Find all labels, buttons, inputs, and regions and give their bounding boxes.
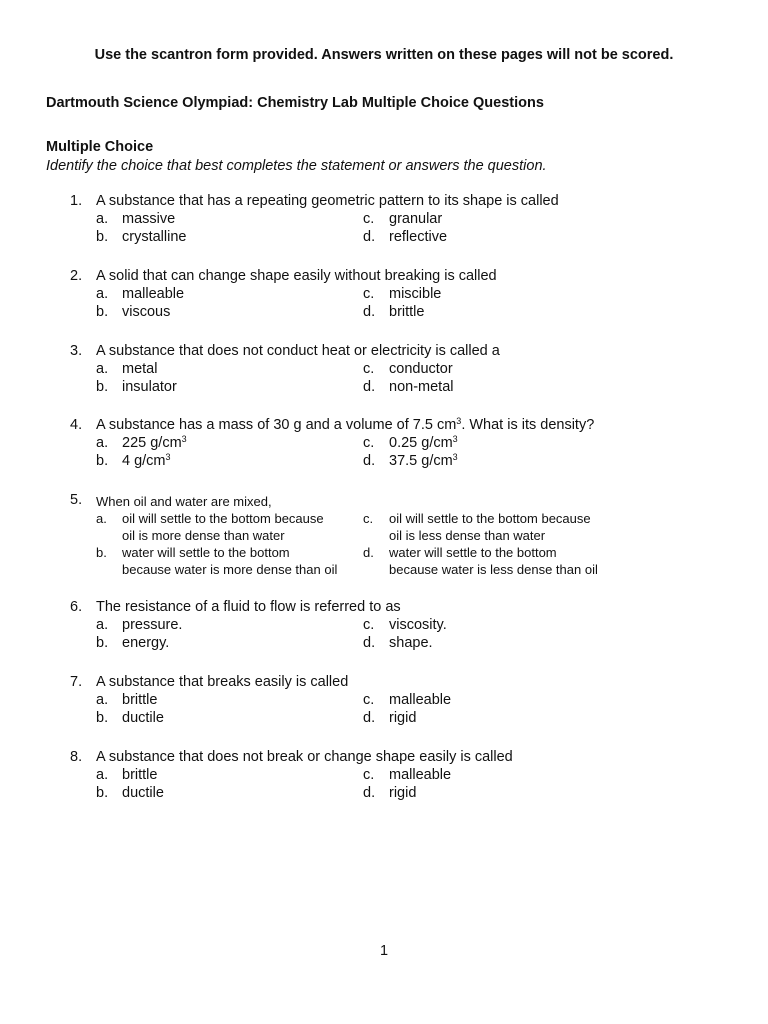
choice-text [122,544,337,578]
choice-letter: a. [96,511,107,526]
choice-text: granular [389,211,443,227]
choice-text: brittle [389,304,425,320]
choice-letter: d. [363,635,376,651]
choice-letter: d. [363,453,376,469]
choice-letter: b. [96,635,109,651]
choice-value: 225 g/cm [122,435,182,451]
choice-letter: c. [363,435,375,451]
choice-text [389,452,458,470]
choice-letter: b. [96,304,109,320]
choice-letter: a. [96,286,109,302]
question-text: A substance that does not break or change shape easily is called [96,749,513,765]
question-number: 1. [70,193,83,209]
choice-letter: b. [96,785,109,801]
choice-letter: c. [363,511,374,526]
choice-letter: b. [96,229,109,245]
section-instructions: Identify the choice that best completes the statement or answers the question. [46,158,547,174]
choice-value: 4 g/cm [122,453,166,469]
choice-letter: d. [363,710,376,726]
superscript: 3 [452,452,458,462]
question-text: A solid that can change shape easily without breaking is called [96,268,497,284]
question-text: A substance that has a repeating geometric pattern to its shape is called [96,193,559,209]
choice-text: malleable [122,286,185,302]
choice-text [389,510,591,544]
choice-line-2: because water is more dense than oil [122,562,338,577]
page-number: 1 [379,943,389,959]
choice-line-1: water will settle to the bottom [389,545,557,560]
choice-letter: b. [96,710,109,726]
choice-letter: a. [96,692,109,708]
choice-letter: c. [363,692,375,708]
choice-letter: c. [363,361,375,377]
choice-text: conductor [389,361,453,377]
superscript: 3 [456,416,462,426]
choice-text: energy. [122,635,170,651]
choice-letter: d. [363,229,376,245]
question-text: A substance that breaks easily is called [96,674,349,690]
question-text: The resistance of a fluid to flow is referred to as [96,599,401,615]
choice-text: reflective [389,229,448,245]
question-number: 4. [70,417,83,433]
choice-letter: a. [96,361,109,377]
question-text: A substance that does not conduct heat or electricity is called a [96,343,500,359]
question-number: 6. [70,599,83,615]
question-number: 8. [70,749,83,765]
choice-text: viscous [122,304,171,320]
choice-text: pressure. [122,617,183,633]
question-text: When oil and water are mixed, [96,494,272,509]
superscript: 3 [181,434,187,444]
choice-letter: c. [363,211,375,227]
choice-letter: c. [363,767,375,783]
document-title: Dartmouth Science Olympiad: Chemistry Lab Multiple Choice Questions [46,95,544,111]
question-number: 2. [70,268,83,284]
choice-line-1: oil will settle to the bottom because [389,511,591,526]
question-text-main: A substance has a mass of 30 g and a volume of 7.5 cm [96,417,457,433]
choice-value: 0.25 g/cm [389,435,453,451]
superscript: 3 [165,452,171,462]
question-number: 7. [70,674,83,690]
choice-value: 37.5 g/cm [389,453,453,469]
choice-letter: d. [363,545,374,560]
choice-text: brittle [122,692,158,708]
choice-text: shape. [389,635,433,651]
choice-text [122,434,187,452]
choice-letter: c. [363,286,375,302]
choice-letter: a. [96,767,109,783]
choice-line-1: water will settle to the bottom [122,545,290,560]
choice-text: viscosity. [389,617,447,633]
superscript: 3 [452,434,458,444]
choice-text: insulator [122,379,177,395]
choice-text [122,452,171,470]
choice-text: metal [122,361,158,377]
choice-letter: a. [96,435,109,451]
choice-letter: d. [363,304,376,320]
choice-letter: b. [96,545,107,560]
choice-text: malleable [389,767,452,783]
choice-text: ductile [122,710,164,726]
choice-letter: b. [96,379,109,395]
choice-letter: a. [96,617,109,633]
choice-text [122,510,324,544]
choice-line-2: because water is less dense than oil [389,562,598,577]
choice-letter: c. [363,617,375,633]
choice-text: non-metal [389,379,454,395]
choice-text: ductile [122,785,164,801]
choice-text: rigid [389,785,417,801]
choice-letter: d. [363,379,376,395]
choice-letter: a. [96,211,109,227]
choice-text [389,434,458,452]
choice-text: crystalline [122,229,187,245]
question-text-tail: . What is its density? [461,417,595,433]
choice-line-2: oil is more dense than water [122,528,285,543]
scantron-notice: Use the scantron form provided. Answers written on these pages will not be scored. [94,47,674,63]
choice-text: malleable [389,692,452,708]
choice-line-1: oil will settle to the bottom because [122,511,324,526]
choice-text: rigid [389,710,417,726]
choice-text: miscible [389,286,442,302]
choice-text: brittle [122,767,158,783]
choice-text: massive [122,211,176,227]
choice-text [389,544,598,578]
choice-letter: d. [363,785,376,801]
question-text [96,416,594,434]
section-heading: Multiple Choice [46,139,154,155]
question-number: 3. [70,343,83,359]
question-number: 5. [70,492,83,508]
choice-line-2: oil is less dense than water [389,528,546,543]
choice-letter: b. [96,453,109,469]
